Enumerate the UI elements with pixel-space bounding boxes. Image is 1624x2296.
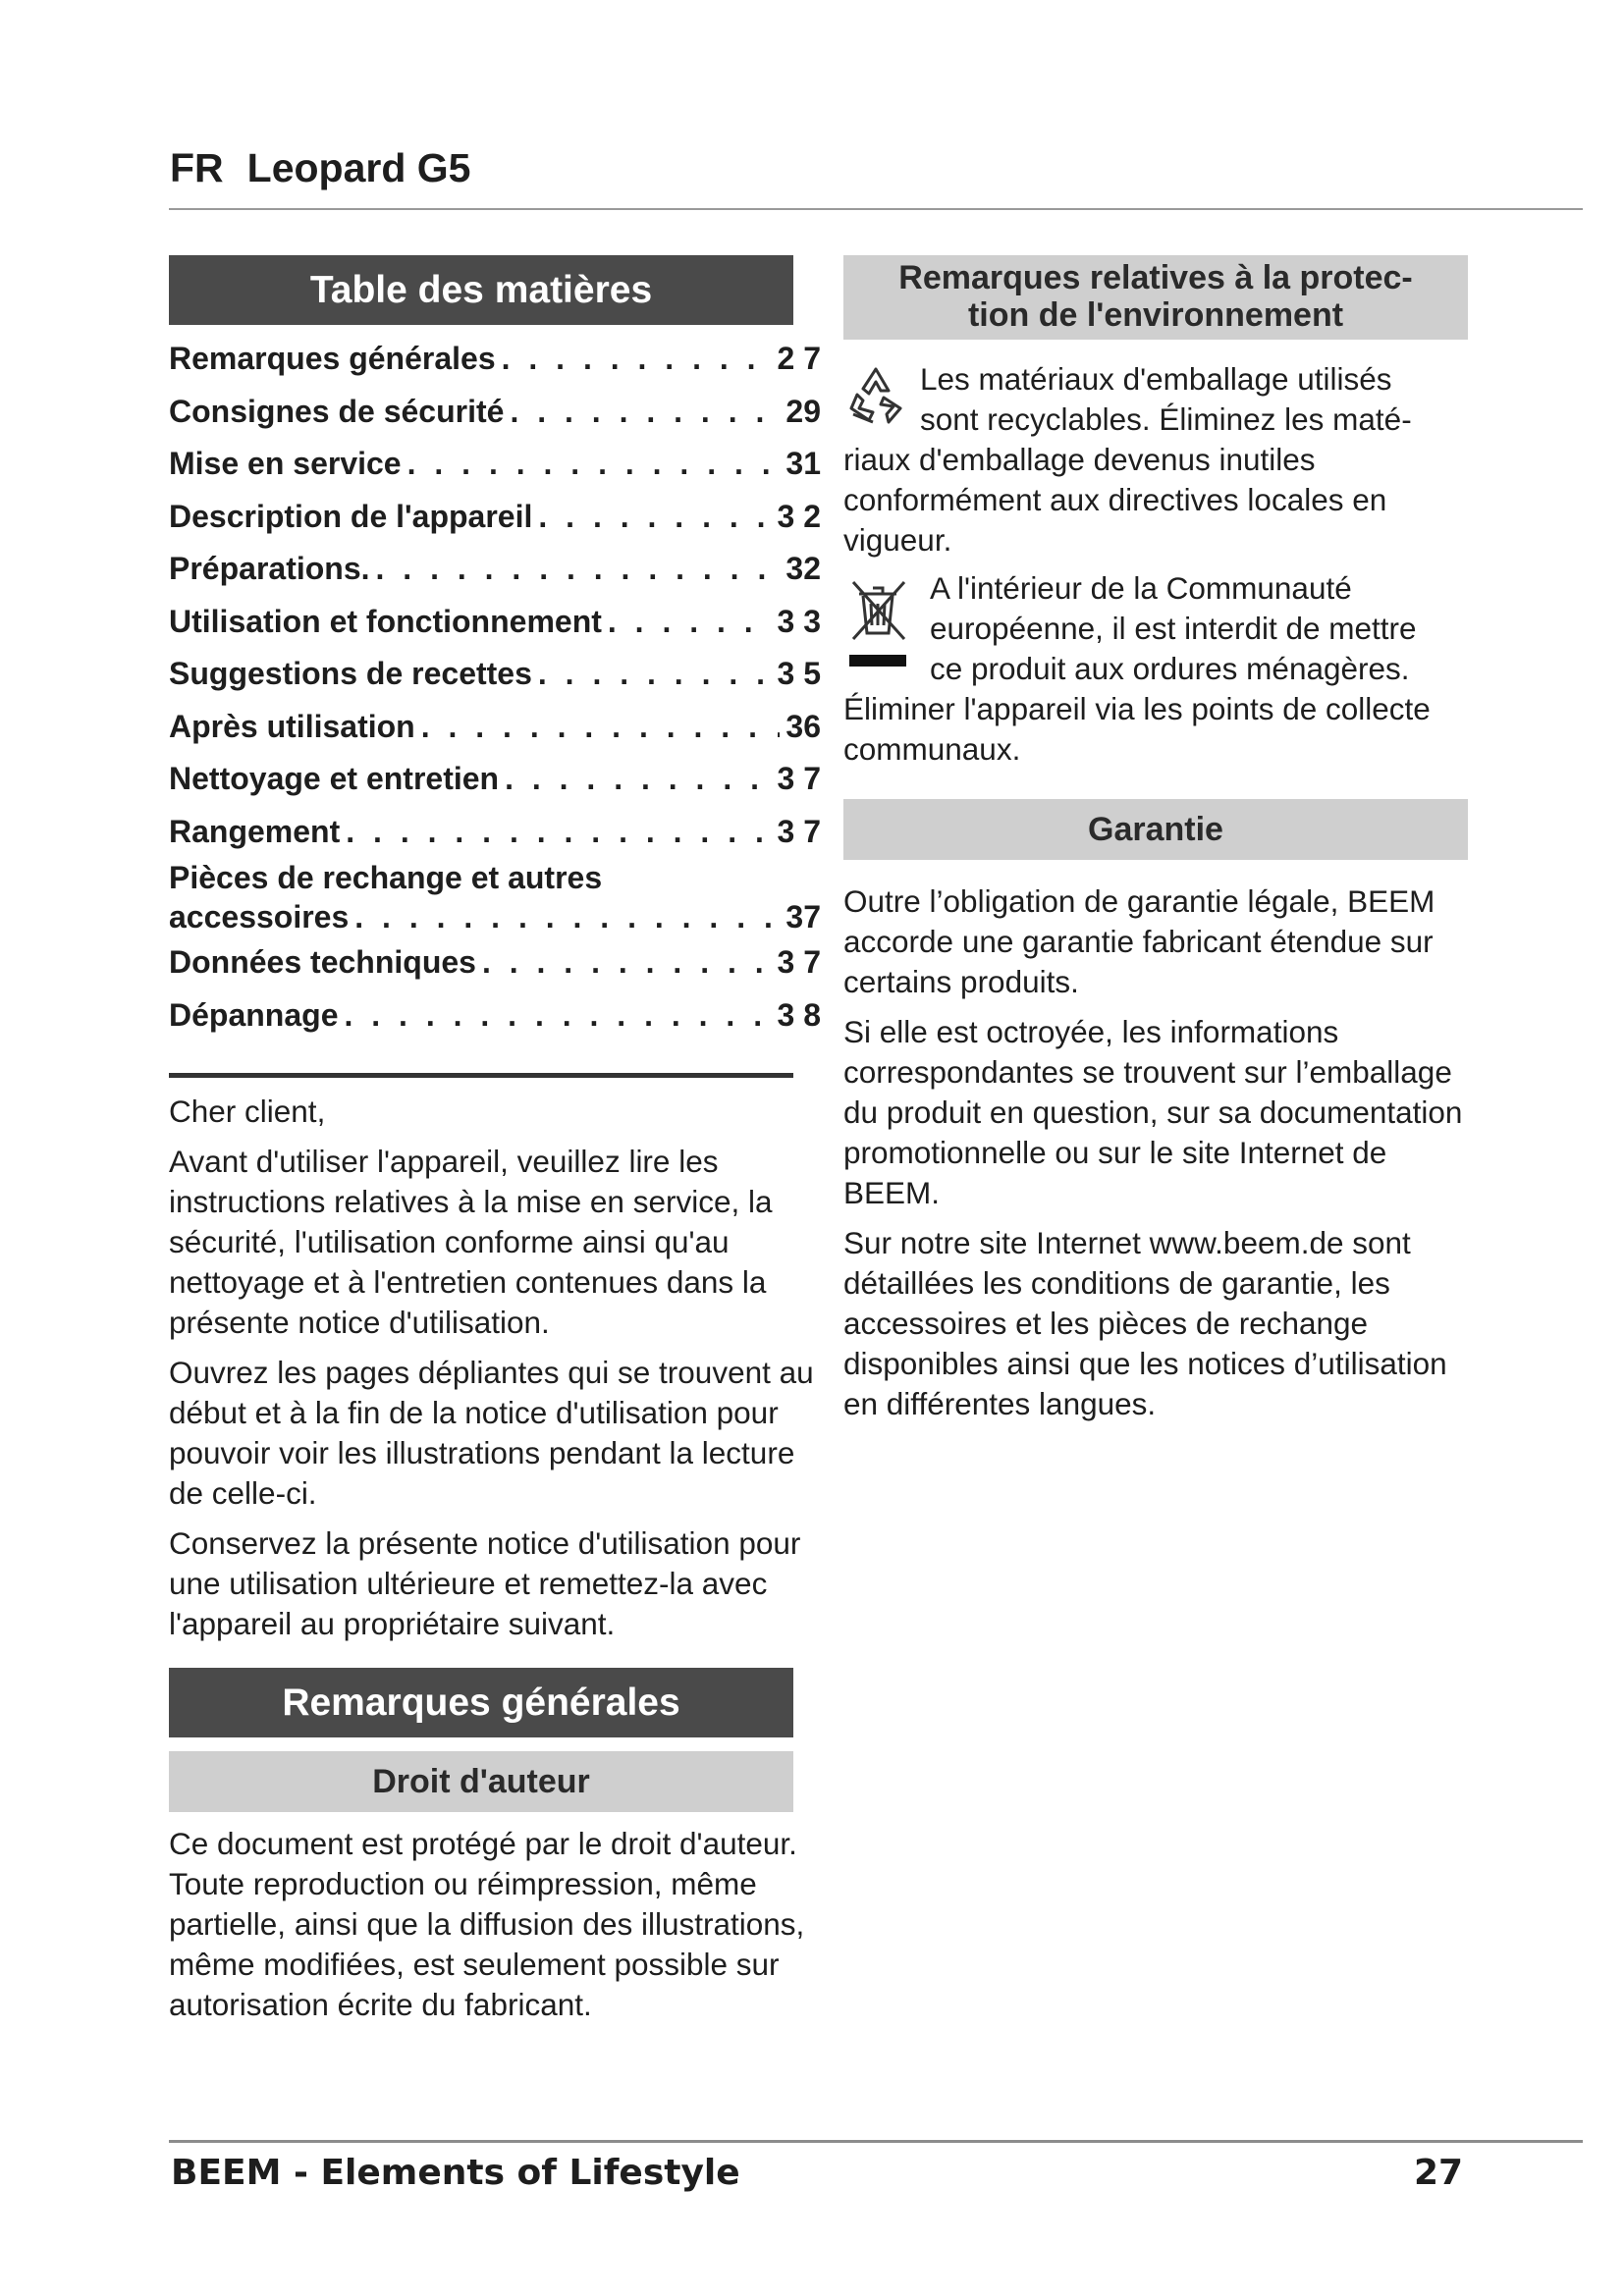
section-divider [169, 1073, 793, 1078]
recycling-block [843, 359, 1470, 561]
toc-entry[interactable]: Suggestions de recettes . . . 3 5 [169, 648, 821, 701]
toc-entry[interactable]: Données techniques . . . 3 7 [169, 936, 821, 989]
toc-entry[interactable]: Remarques générales . . . 2 7 [169, 333, 821, 386]
weee-text-line2: européenne, il est interdit de mettre [930, 611, 1417, 646]
toc-entry[interactable]: Mise en service . . . 31 [169, 438, 821, 491]
left-column [169, 255, 821, 2035]
toc-entry[interactable]: Préparations. . . . 32 [169, 543, 821, 596]
toc-page-number: 32 [785, 551, 821, 586]
model-name: Leopard G5 [246, 145, 471, 190]
recycle-text-line1: Les matériaux d'emballage utilisés [920, 361, 1392, 397]
recycle-text-line2: sont recyclables. Éliminez les maté- [920, 401, 1412, 437]
recycle-icon [843, 365, 908, 426]
weee-text-line1: A l'intérieur de la Communauté [930, 570, 1352, 606]
weee-text-line3: ce produit aux ordures ménagères. [930, 651, 1410, 686]
warranty-heading: Garantie [843, 799, 1468, 860]
toc-page-number: 31 [785, 446, 821, 481]
toc-page-number: 3 7 [777, 761, 821, 796]
warranty-paragraph-2: Si elle est octroyée, les informations correspondantes se trouvent sur l’emballage du produit en question, sur sa documentation promotionnelle ou sur le site Internet de BEEM. [843, 1014, 1463, 1210]
toc-page-number: 3 5 [777, 656, 821, 691]
intro-paragraph-3: Conservez la présente notice d'utilisation pour une utilisation ultérieure et remettez-la avec l'appareil au propriétaire suivant. [169, 1525, 801, 1641]
page-title [170, 145, 470, 191]
crossed-bin-icon [843, 572, 912, 678]
toc-heading: Table des matières [169, 255, 793, 325]
toc-page-number: 29 [785, 393, 821, 429]
toc-entry[interactable]: Pièces de rechange et autres accessoires . . . 37 [169, 858, 821, 936]
general-remarks-heading: Remarques générales [169, 1668, 793, 1737]
toc-page-number: 3 2 [777, 498, 821, 534]
footer-rule [169, 2140, 1583, 2143]
warranty-paragraph-3: Sur notre site Internet www.beem.de sont détaillées les conditions de garantie, les accessoires et les pièces de rechange disponibles ainsi que les notices d’utilisation en différentes langues. [843, 1225, 1447, 1421]
environment-heading: Remarques relatives à la protec- tion de l'environnement [843, 255, 1468, 340]
toc-entry[interactable]: Dépannage . . . 3 8 [169, 989, 821, 1042]
language-code: FR [170, 145, 224, 190]
toc-entry[interactable]: Rangement . . . 3 7 [169, 806, 821, 859]
toc-page-number: 36 [785, 708, 821, 744]
warranty-paragraph-1: Outre l’obligation de garantie légale, BEEM accorde une garantie fabricant étendue sur certains produits. [843, 883, 1435, 999]
toc-page-number: 37 [785, 899, 821, 934]
toc-entry[interactable]: Après utilisation . . . 36 [169, 701, 821, 754]
toc-entry[interactable]: Utilisation et fonctionnement . . . 3 3 [169, 596, 821, 649]
copyright-heading: Droit d'auteur [169, 1751, 793, 1812]
footer-brand: BEEM - Elements of Lifestyle [171, 2153, 740, 2193]
page-number: 27 [1414, 2153, 1464, 2193]
toc-page-number: 3 3 [777, 603, 821, 639]
toc-entry[interactable]: Description de l'appareil . . . 3 2 [169, 491, 821, 544]
toc-entry[interactable]: Nettoyage et entretien . . . 3 7 [169, 753, 821, 806]
salutation: Cher client, [169, 1094, 326, 1129]
toc-page-number: 3 7 [777, 813, 821, 849]
toc-entry[interactable]: Consignes de sécurité . . . 29 [169, 386, 821, 439]
right-column [843, 255, 1470, 1434]
weee-block [843, 568, 1470, 770]
toc-page-number: 2 7 [777, 341, 821, 376]
toc-page-number: 3 8 [777, 996, 821, 1033]
toc-page-number: 3 7 [777, 944, 821, 980]
header-rule [169, 208, 1583, 210]
intro-paragraph-2: Ouvrez les pages dépliantes qui se trouvent au début et à la fin de la notice d'utilisation pour pouvoir voir les illustrations pendant la lecture de celle-ci. [169, 1355, 814, 1511]
copyright-text: Ce document est protégé par le droit d'auteur. Toute reproduction ou réimpression, même partielle, ainsi que la diffusion des illustrations, même modifiées, est seulement possible sur autorisation écrite du fabricant. [169, 1826, 805, 2022]
intro-paragraph-1: Avant d'utiliser l'appareil, veuillez lire les instructions relatives à la mise en service, la sécurité, l'utilisation conforme ainsi qu'au nettoyage et à l'entretien contenues dans la présente notice d'utilisation. [169, 1144, 773, 1340]
weee-text-rest: Éliminer l'appareil via les points de collecte communaux. [843, 691, 1431, 767]
recycle-text-rest: riaux d'emballage devenus inutiles conformément aux directives locales en vigueur. [843, 442, 1387, 558]
table-of-contents [169, 333, 821, 1041]
